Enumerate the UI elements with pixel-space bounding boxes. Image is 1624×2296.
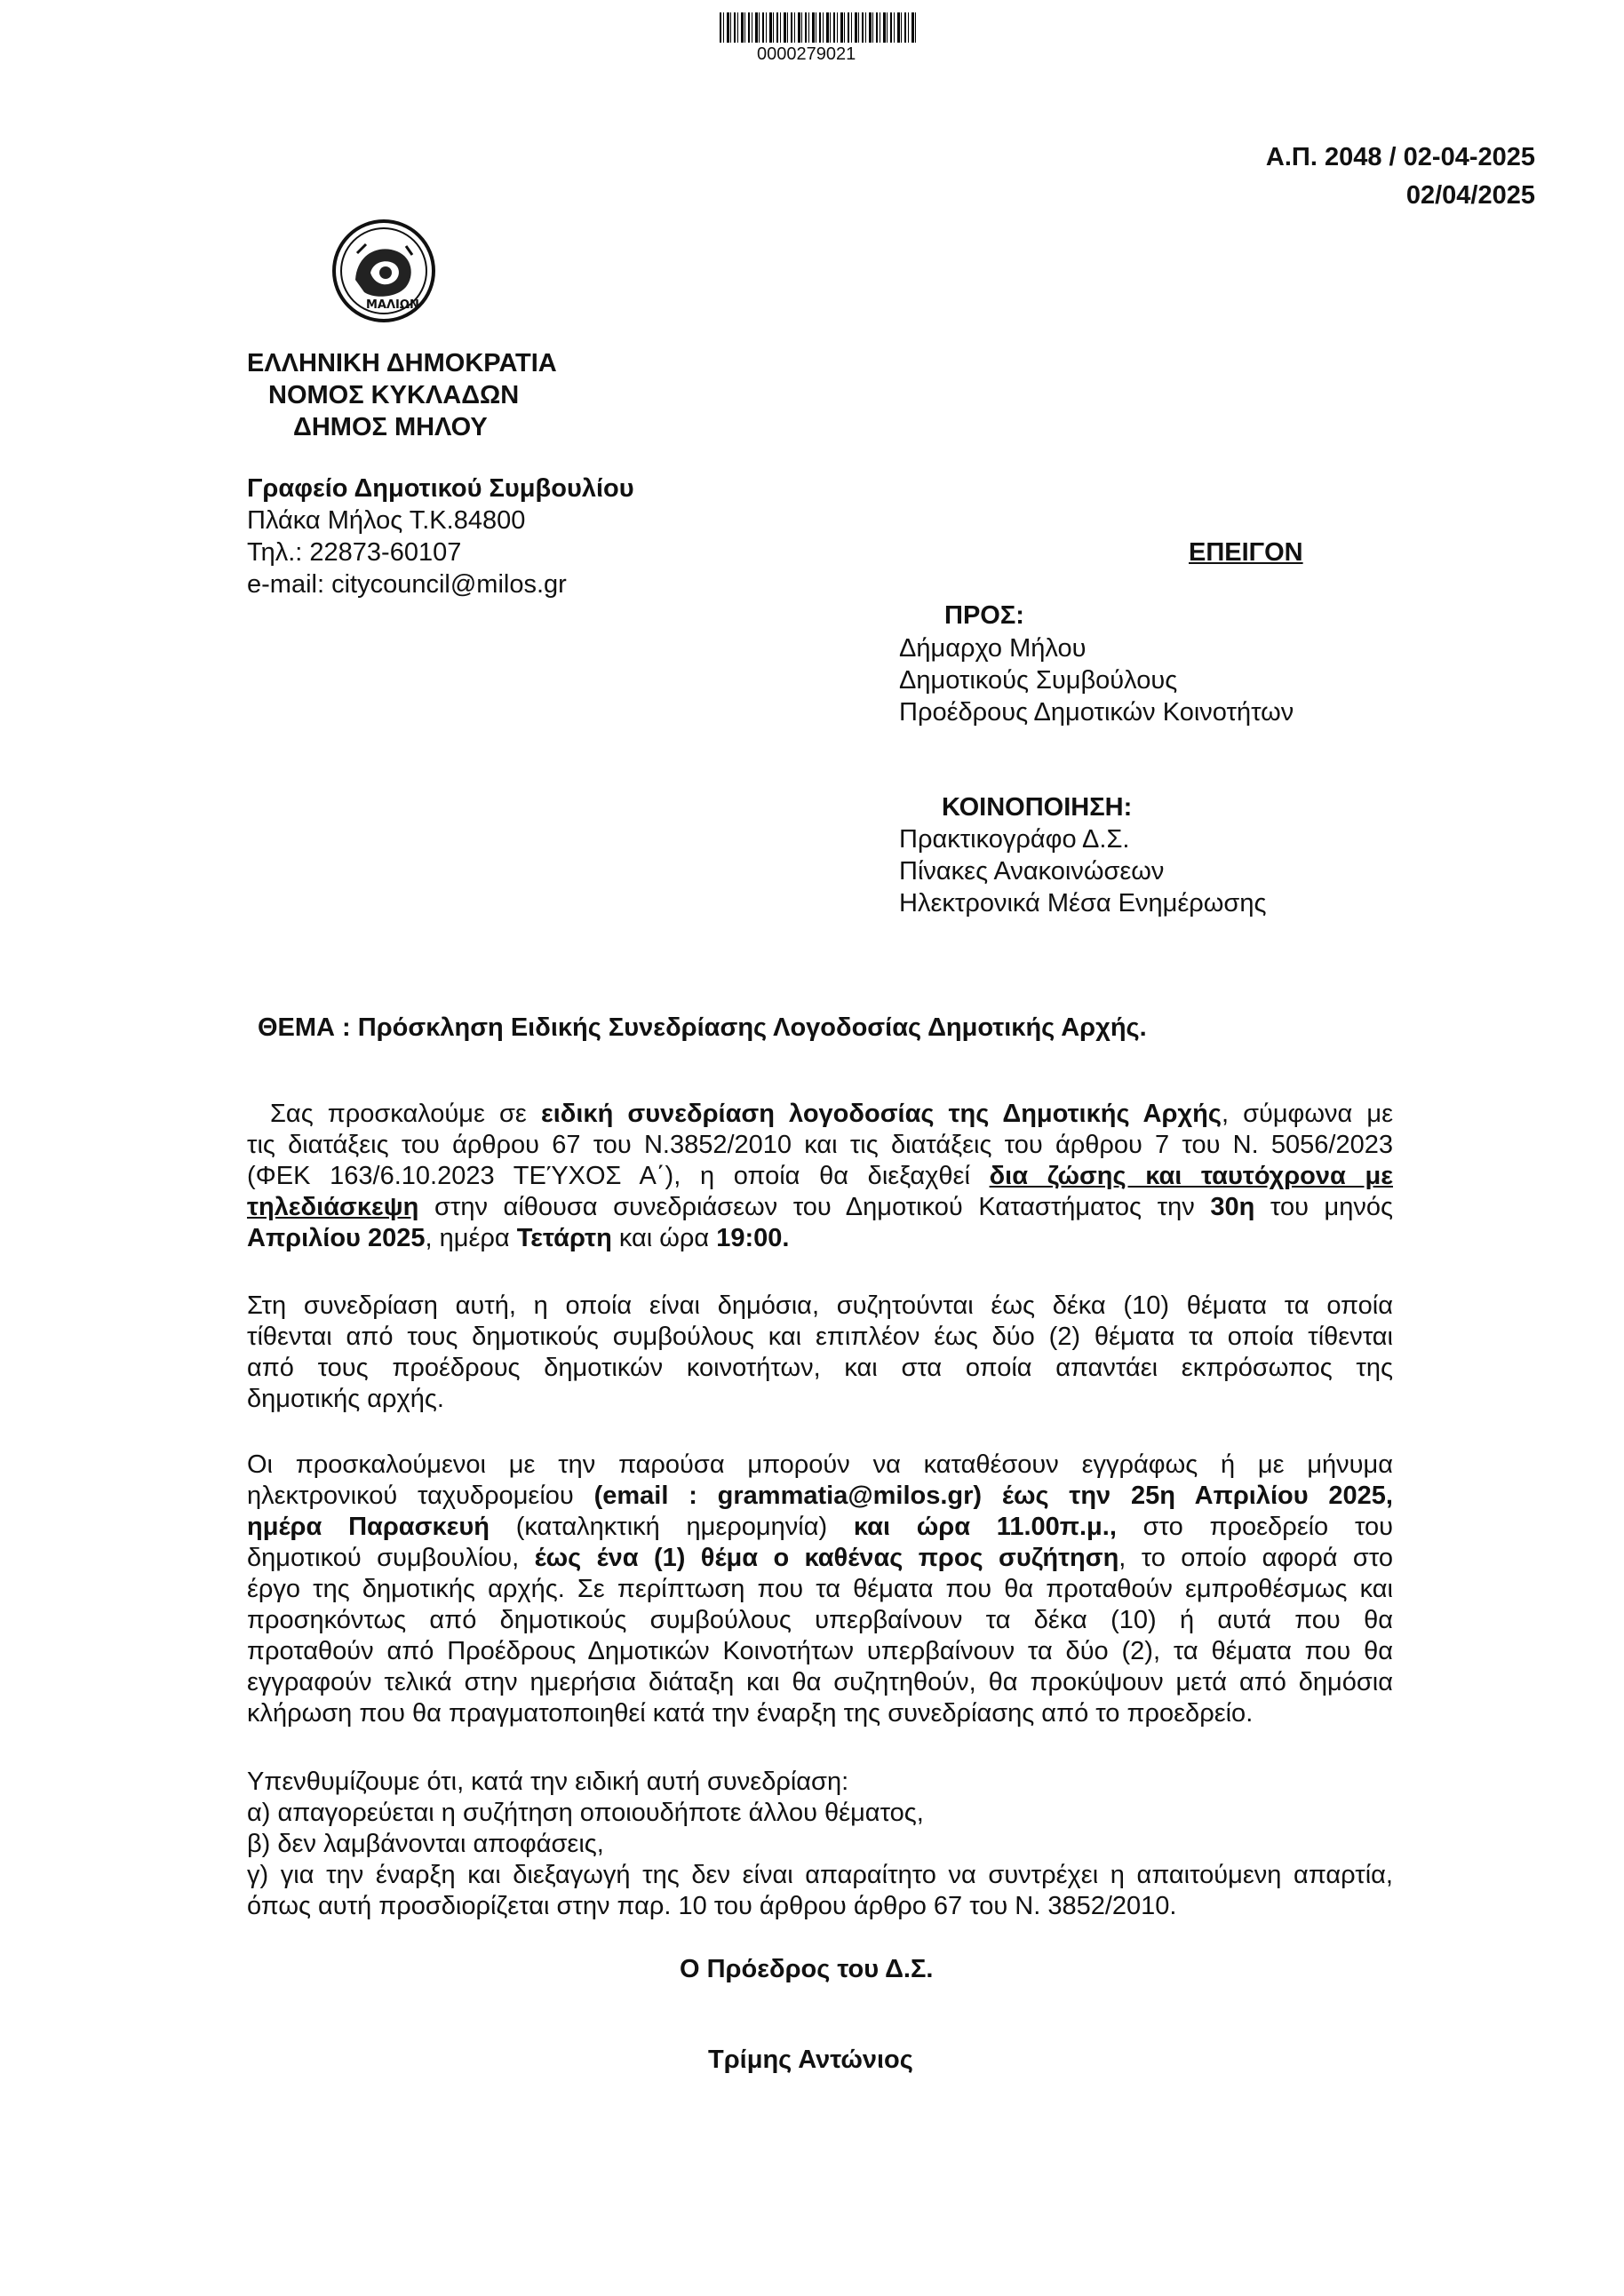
municipality-seal	[330, 218, 437, 324]
paragraph-line: από τους προέδρους δημοτικών κοινοτήτων, και στα οποία απαντάει εκπρόσωπος της	[247, 1354, 1393, 1382]
cc-recipient: Ηλεκτρονικά Μέσα Ενημέρωσης	[899, 889, 1267, 918]
document-date: 02/04/2025	[1405, 181, 1535, 210]
to-recipient: Δήμαρχο Μήλου	[899, 634, 1087, 663]
paragraph-line: Σας προσκαλούμε σε ειδική συνεδρίαση λογοδοσίας της Δημοτικής Αρχής, σύμφωνα με	[270, 1100, 1394, 1128]
barcode-number: 0000279021	[757, 44, 856, 64]
paragraph-line: ημέρα Παρασκευή (καταληκτική ημερομηνία) και ώρα 11.00π.μ., στο προεδρείο του	[247, 1513, 1393, 1541]
office-email: e-mail: citycouncil@milos.gr	[247, 570, 567, 599]
office-name: Γραφείο Δημοτικού Συμβουλίου	[247, 474, 634, 503]
paragraph-line: τίθενται από τους δημοτικούς συμβούλους και επιπλέον έως δύο (2) θέματα τα οποία τίθενται	[247, 1323, 1393, 1351]
paragraph-line: όπως αυτή προσδιορίζεται στην παρ. 10 του άρθρου άρθρο 67 του Ν. 3852/2010.	[247, 1892, 1177, 1920]
paragraph-line: προταθούν από Προέδρους Δημοτικών Κοινοτήτων υπερβαίνουν τα δύο (2), τα θέματα που θα	[247, 1637, 1393, 1665]
paragraph-line: α) απαγορεύεται η συζήτηση οποιουδήποτε άλλου θέματος,	[247, 1799, 924, 1827]
paragraph-line: (ΦΕΚ 163/6.10.2023 ΤΕΎΧΟΣ Α΄), η οποία θα διεξαχθεί δια ζώσης και ταυτόχρονα με	[247, 1162, 1393, 1190]
header-prefecture: ΝΟΜΟΣ ΚΥΚΛΑΔΩΝ	[268, 381, 520, 409]
paragraph-line: τις διατάξεις του άρθρου 67 του Ν.3852/2010 και τις διατάξεις του άρθρου 7 του Ν. 5056/2023	[247, 1131, 1393, 1159]
paragraph-line: δημοτικού συμβουλίου, έως ένα (1) θέμα ο καθένας προς συζήτηση, το οποίο αφορά στο	[247, 1544, 1393, 1572]
to-recipient: Προέδρους Δημοτικών Κοινοτήτων	[899, 698, 1294, 727]
signature-title: Ο Πρόεδρος του Δ.Σ.	[680, 1955, 934, 1983]
paragraph-line: γ) για την έναρξη και διεξαγωγή της δεν είναι απαραίτητο να συντρέχει η απαιτούμενη απαρτία,	[247, 1861, 1393, 1889]
cc-recipient: Πρακτικογράφο Δ.Σ.	[899, 825, 1130, 854]
paragraph-line: Στη συνεδρίαση αυτή, η οποία είναι δημόσια, συζητούνται έως δέκα (10) θέματα τα οποία	[247, 1291, 1393, 1320]
office-address: Πλάκα Μήλος Τ.Κ.84800	[247, 506, 526, 535]
paragraph-line: κλήρωση που θα πραγματοποιηθεί κατά την έναρξη της συνεδρίασης από το προεδρείο.	[247, 1699, 1254, 1728]
paragraph-line: β) δεν λαμβάνονται αποφάσεις,	[247, 1830, 604, 1858]
protocol-number: Α.Π. 2048 / 02-04-2025	[1265, 143, 1535, 171]
paragraph-line: έργο της δημοτικής αρχής. Σε περίπτωση που τα θέματα που θα προταθούν εμπροθέσμως και	[247, 1575, 1393, 1603]
paragraph-line: Υπενθυμίζουμε ότι, κατά την ειδική αυτή συνεδρίαση:	[247, 1768, 849, 1796]
paragraph-line: τηλεδιάσκεψη στην αίθουσα συνεδριάσεων του Δημοτικού Καταστήματος την 30η του μηνός	[247, 1193, 1393, 1221]
header-municipality: ΔΗΜΟΣ ΜΗΛΟΥ	[293, 413, 488, 441]
barcode	[720, 12, 917, 43]
office-phone: Τηλ.: 22873-60107	[247, 538, 462, 567]
svg-text:ΜΑΛΙΩΝ: ΜΑΛΙΩΝ	[366, 298, 419, 312]
to-recipient: Δημοτικούς Συμβούλους	[899, 666, 1178, 695]
cc-label: ΚΟΙΝΟΠΟΙΗΣΗ:	[942, 793, 1133, 822]
paragraph-line: Απριλίου 2025, ημέρα Τετάρτη και ώρα 19:00.	[247, 1224, 790, 1252]
paragraph-line: Οι προσκαλούμενοι με την παρούσα μπορούν να καταθέσουν εγγράφως ή με μήνυμα	[247, 1450, 1393, 1479]
reminder-paragraph	[247, 1767, 1393, 1922]
paragraph-line: ηλεκτρονικού ταχυδρομείου (email : grammatia@milos.gr) έως την 25η Απριλίου 2025,	[247, 1482, 1393, 1510]
urgent-label: ΕΠΕΙΓΟΝ	[1189, 538, 1303, 567]
to-label: ΠΡΟΣ:	[944, 601, 1024, 630]
paragraph-line: δημοτικής αρχής.	[247, 1385, 444, 1413]
signature-name: Τρίμης Αντώνιος	[708, 2046, 913, 2074]
cc-recipient: Πίνακες Ανακοινώσεων	[899, 857, 1165, 886]
paragraph-line: εγγραφούν τελικά στην ημερήσια διάταξη και θα συζητηθούν, θα προκύψουν μετά από δημόσια	[247, 1668, 1393, 1696]
topics-submission-paragraph	[247, 1450, 1393, 1729]
header-country: ΕΛΛΗΝΙΚΗ ΔΗΜΟΚΡΑΤΙΑ	[247, 349, 557, 377]
invitation-paragraph	[247, 1099, 1393, 1254]
paragraph-line: προσηκόντως από δημοτικούς συμβούλους υπερβαίνουν τα δέκα (10) ή αυτά που θα	[247, 1606, 1393, 1634]
subject-line: ΘΕΜΑ : Πρόσκληση Ειδικής Συνεδρίασης Λογοδοσίας Δημοτικής Αρχής.	[258, 1013, 1147, 1042]
public-session-paragraph	[247, 1291, 1393, 1415]
